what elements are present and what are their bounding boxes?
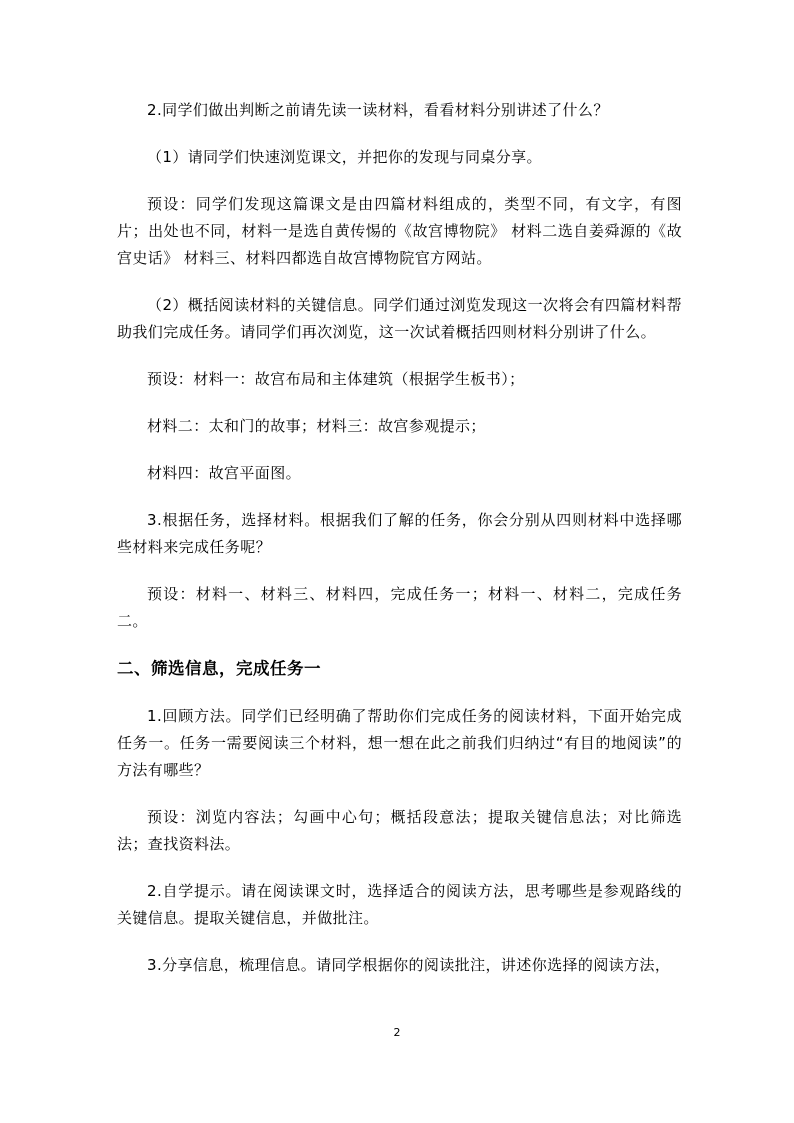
section-heading: 二、筛选信息，完成任务一 bbox=[117, 659, 321, 678]
paragraph: 2.同学们做出判断之前请先读一读材料，看看材料分别讲述了什么？ bbox=[147, 101, 609, 119]
paragraph: 3.根据任务，选择材料。根据我们了解的任务，你会分别从四则材料中选择哪些材料来完成任务呢？ bbox=[117, 511, 682, 556]
paragraph: （2）概括阅读材料的关键信息。同学们通过浏览发现这一次将会有四篇材料帮助我们完成任务。请同学们再次浏览，这一次试着概括四则材料分别讲了什么。 bbox=[117, 296, 682, 341]
paragraph: 预设：材料一：故宫布局和主体建筑（根据学生板书）； bbox=[147, 370, 525, 388]
paragraph: 预设：浏览内容法；勾画中心句；概括段意法；提取关键信息法；对比筛选法；查找资料法。 bbox=[117, 808, 682, 853]
paragraph: 1.回顾方法。同学们已经明确了帮助你们完成任务的阅读材料，下面开始完成任务一。任务一需要阅读三个材料，想一想在此之前我们归纳过“有目的地阅读”的方法有哪些？ bbox=[117, 707, 682, 779]
page-number: 2 bbox=[393, 1026, 401, 1039]
paragraph: 2.自学提示。请在阅读课文时，选择适合的阅读方法，思考哪些是参观路线的关键信息。提取关键信息，并做批注。 bbox=[117, 882, 682, 927]
page-content bbox=[117, 97, 682, 999]
paragraph: 预设：材料一、材料三、材料四，完成任务一；材料一、材料二，完成任务二。 bbox=[117, 585, 682, 630]
paragraph: 3.分享信息，梳理信息。请同学根据你的阅读批注，讲述你选择的阅读方法， bbox=[147, 956, 671, 974]
paragraph: 预设：同学们发现这篇课文是由四篇材料组成的，类型不同，有文字，有图片；出处也不同，材料一是选自黄传惕的《故宫博物院》 材料二选自姜舜源的《故宫史话》 材料三、材料四都选自故宫博物院官方网站。 bbox=[117, 195, 682, 267]
paragraph: 材料四：故宫平面图。 bbox=[147, 464, 302, 482]
paragraph: （1）请同学们快速浏览课文，并把你的发现与同桌分享。 bbox=[147, 148, 542, 166]
paragraph: 材料二：太和门的故事；材料三：故宫参观提示； bbox=[147, 417, 486, 435]
